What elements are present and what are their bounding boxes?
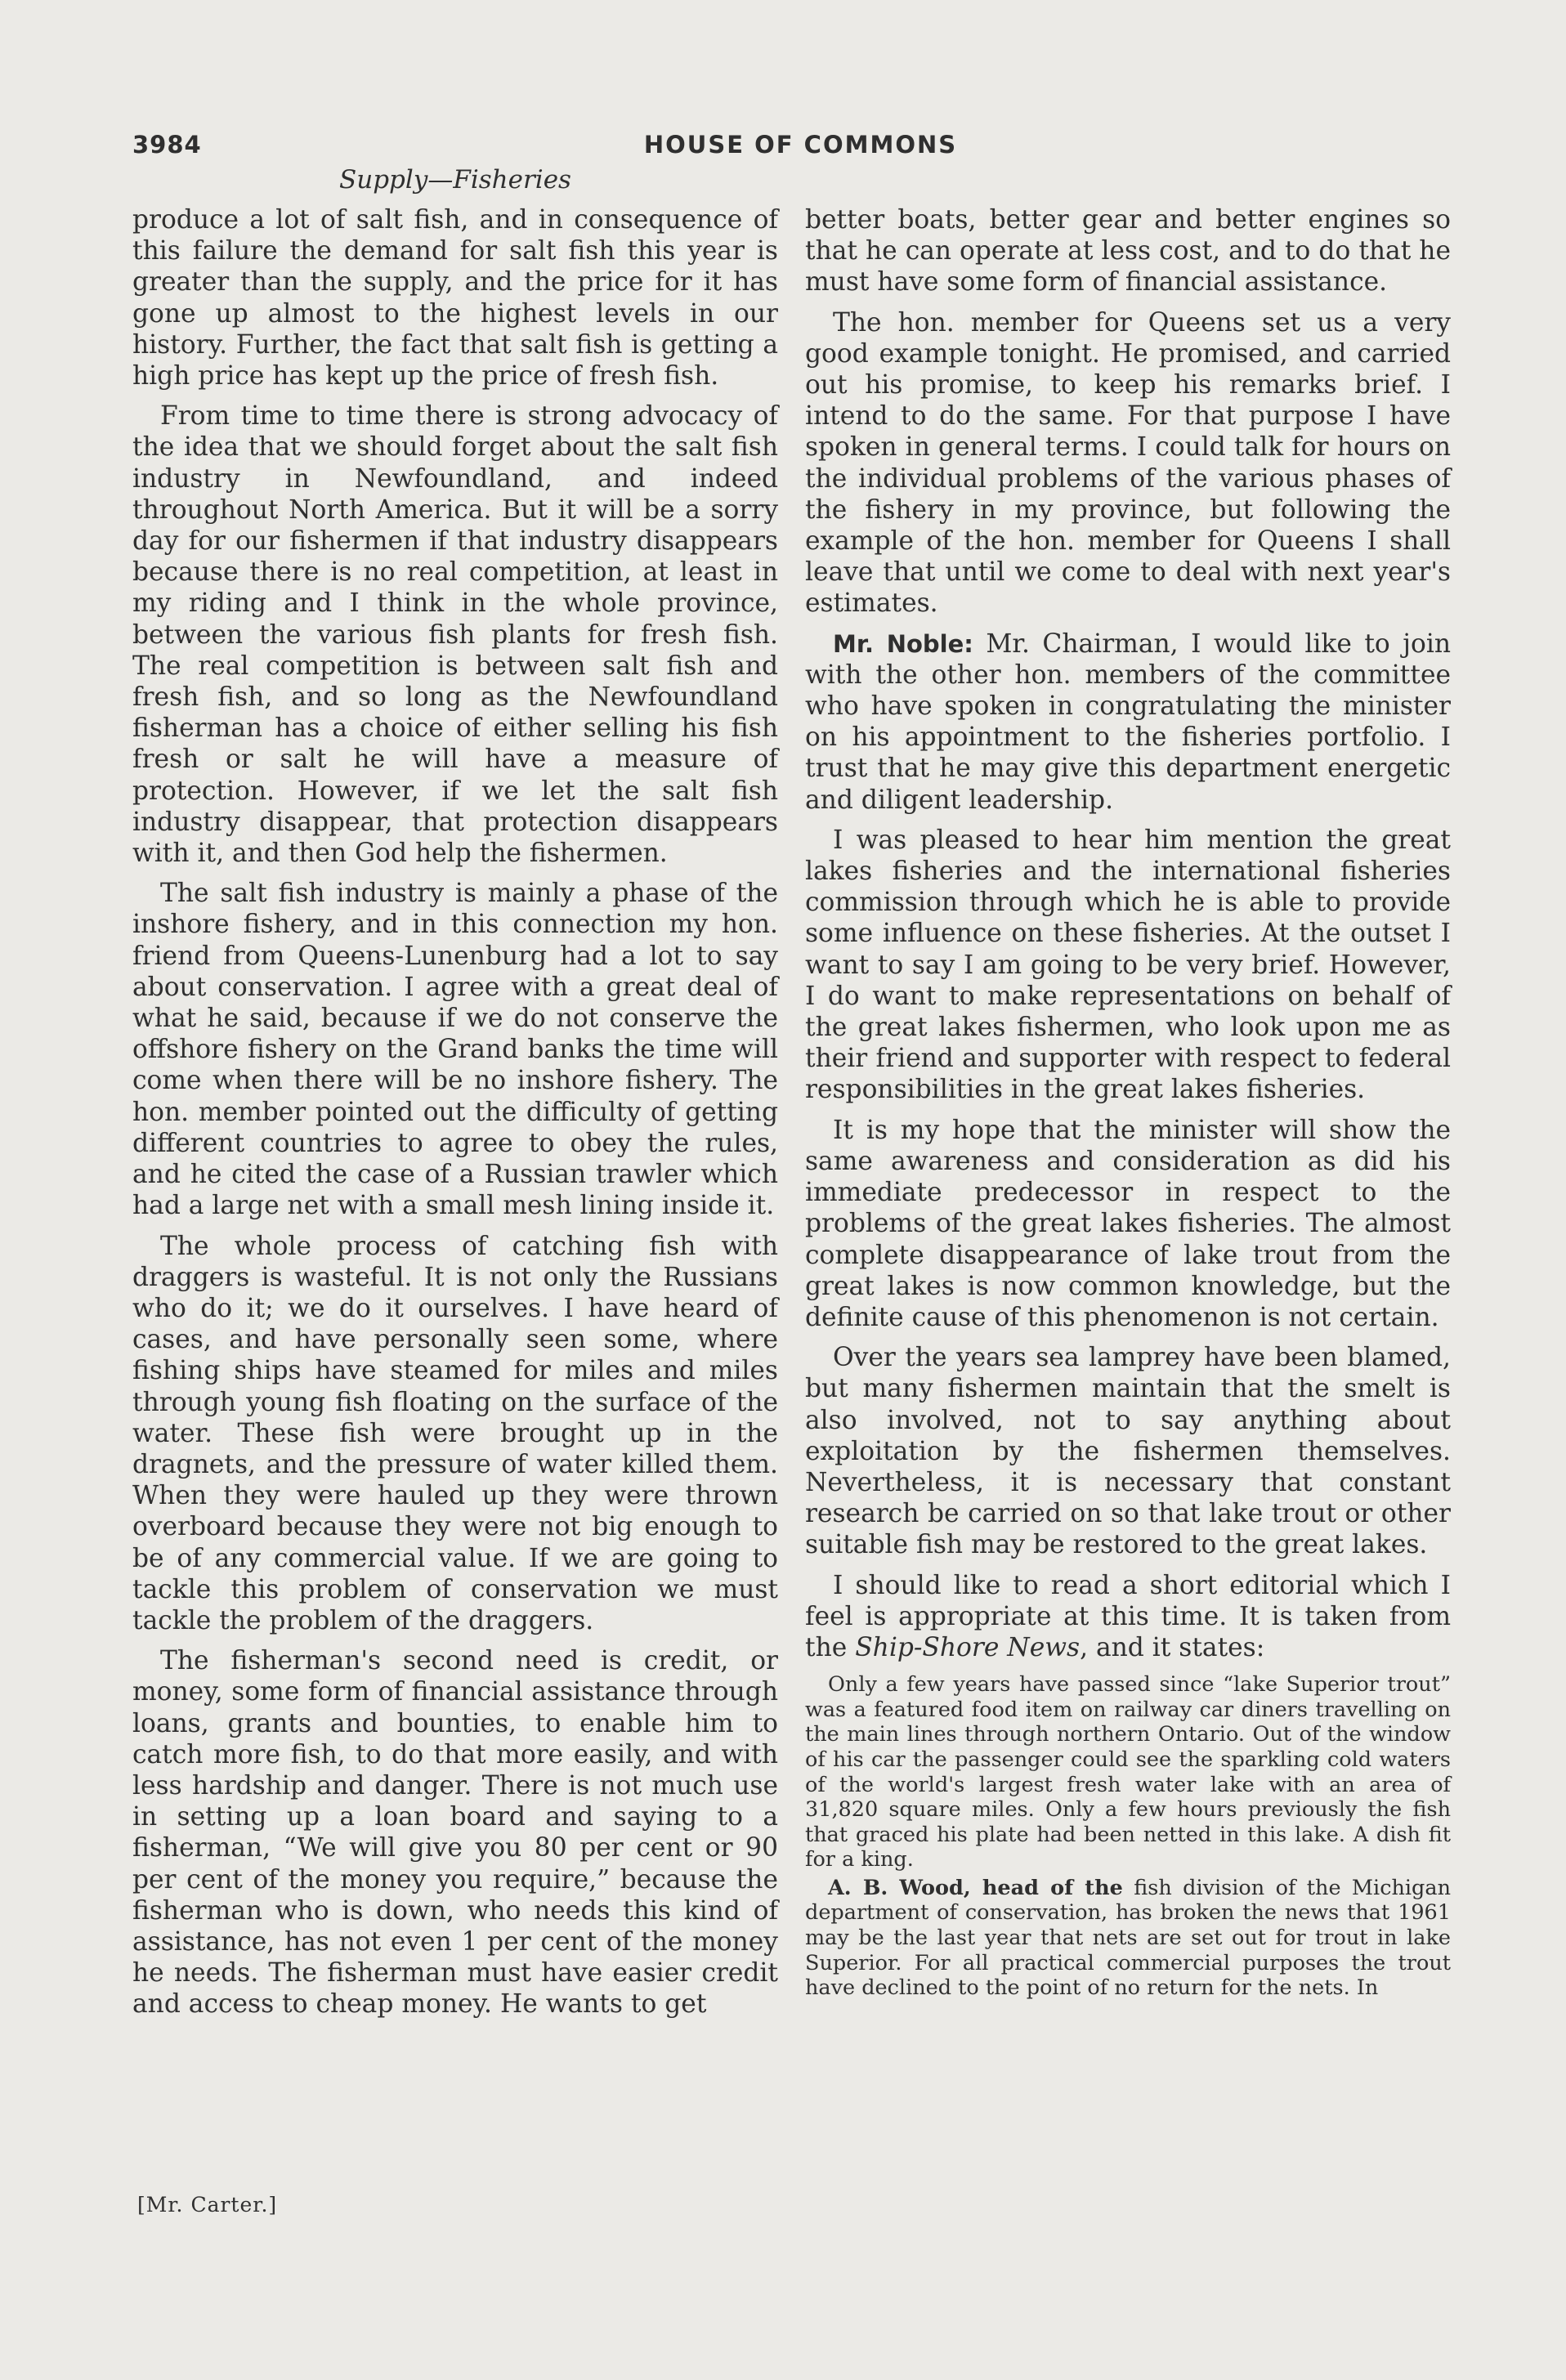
paragraph: better boats, better gear and better engines so that he can operate at less cost, and to do that he must have some form of financial assistance. [805,205,1451,298]
paragraph [805,629,1451,816]
paragraph: The whole process of catching fish with draggers is wasteful. It is not only the Russians who do it; we do it ourselves. I have heard of cases, and have personally seen some, where fishing ships have steamed for miles and miles through young fish floating on the surface of the water. These fish were brought up in the dragnets, and the pressure of water killed them. When they were hauled up they were thrown overboard because they were not big enough to be of any commercial value. If we are going to tackle this problem of conservation we must tackle the problem of the draggers. [132,1231,778,1635]
quote-paragraph: Only a few years have passed since “lake Superior trout” was a featured food item on railway car diners travelling on the main lines through northern Ontario. Out of the window of his car the passenger could see the sparkling cold waters of the world's largest fresh water lake with an area of 31,820 square miles. Only a few hours previously the fish that graced his plate had been netted in this lake. A dish fit for a king. [805,1672,1451,1872]
text-run: I should like to read a short editorial which I feel is appropriate at this time. It is taken from the [805,1570,1451,1662]
running-head: HOUSE OF COMMONS [643,131,958,159]
quote-text: fish division of the Michigan department of conservation, has broken the news that 1961 may be the last year that nets are set out for trout in lake Superior. For all practical commercial purposes the trout have declined to the point of no return for the nets. In [805,1875,1452,2001]
section-subhead: Supply—Fisheries [339,165,571,195]
left-column [132,204,778,2029]
quote-lead: A. B. Wood, head of the [828,1875,1123,1900]
speaker-attribution: [Mr. Carter.] [137,2193,278,2217]
paragraph: The salt fish industry is mainly a phase of the inshore fishery, and in this connection my hon. friend from Queens-Lunenburg had a lot to say about conservation. I agree with a great deal of what he said, because if we do not conserve the offshore fishery on the Grand banks the time will come when there will be no inshore fishery. The hon. member pointed out the difficulty of getting different countries to agree to obey the rules, and he cited the case of a Russian trawler which had a large net with a small mesh lining inside it. [132,879,778,1221]
page-header [132,131,1469,163]
paragraph: From time to time there is strong advocacy of the idea that we should forget about the salt fish industry in Newfoundland, and indeed throughout North America. But it will be a sorry day for our fishermen if that industry disappears because there is no real competition, at least in my riding and I think in the whole province, between the various fish plants for fresh fish. The real competition is between salt fish and fresh fish, and so long as the Newfoundland fisherman has a choice of either selling his fish fresh or salt he will have a measure of protection. However, if we let the salt fish industry disappear, that protection disappears with it, and then God help the fishermen. [132,401,778,869]
paragraph [805,1570,1451,1664]
publication-title: Ship-Shore News [855,1632,1081,1662]
text-run: , and it states: [1080,1632,1265,1662]
speech-text: Mr. Chairman, I would like to join with the other hon. members of the committee who have spoken in congratulating the minister on his appointment to the fisheries portfolio. I trust that he may give this department energetic and diligent leadership. [805,629,1451,815]
paragraph: The fisherman's second need is credit, or money, some form of financial assistance through loans, grants and bounties, to enable him to catch more fish, to do that more easily, and with less hardship and danger. There is not much use in setting up a loan board and saying to a fisherman, “We will give you 80 per cent or 90 per cent of the money you require,” because the fisherman who is down, who needs this kind of assistance, has not even 1 per cent of the money he needs. The fisherman must have easier credit and access to cheap money. He wants to get [132,1646,778,2020]
paragraph: The hon. member for Queens set us a very good example tonight. He promised, and carried out his promise, to keep his remarks brief. I intend to do the same. For that purpose I have spoken in general terms. I could talk for hours on the individual problems of the various phases of the fishery in my province, but following the example of the hon. member for Queens I shall leave that until we come to deal with next year's estimates. [805,307,1451,619]
paragraph: It is my hope that the minister will show the same awareness and consideration as did his immediate predecessor in respect to the problems of the great lakes fisheries. The almost complete disappearance of lake trout from the great lakes is now common knowledge, but the definite cause of this phenomenon is not certain. [805,1115,1451,1332]
speaker-name: Mr. Noble: [833,629,973,658]
quote-paragraph [805,1876,1451,2001]
paragraph: I was pleased to hear him mention the great lakes fisheries and the international fisheries commission through which he is able to provide some influence on these fisheries. At the outset I want to say I am going to be very brief. However, I do want to make representations on behalf of the great lakes fishermen, who look upon me as their friend and supporter with respect to federal responsibilities in the great lakes fisheries. [805,825,1451,1105]
paragraph: Over the years sea lamprey have been blamed, but many fishermen maintain that the smelt is also involved, not to say anything about exploitation by the fishermen themselves. Nevertheless, it is necessary that constant research be carried on so that lake trout or other suitable fish may be restored to the great lakes. [805,1343,1451,1560]
right-column [805,204,1451,2004]
editorial-quote [805,1672,1451,2001]
page-number: 3984 [132,131,202,159]
paragraph: produce a lot of salt fish, and in consequence of this failure the demand for salt fish this year is greater than the supply, and the price for it has gone up almost to the highest levels in our history. Further, the fact that salt fish is getting a high price has kept up the price of fresh fish. [132,205,778,391]
